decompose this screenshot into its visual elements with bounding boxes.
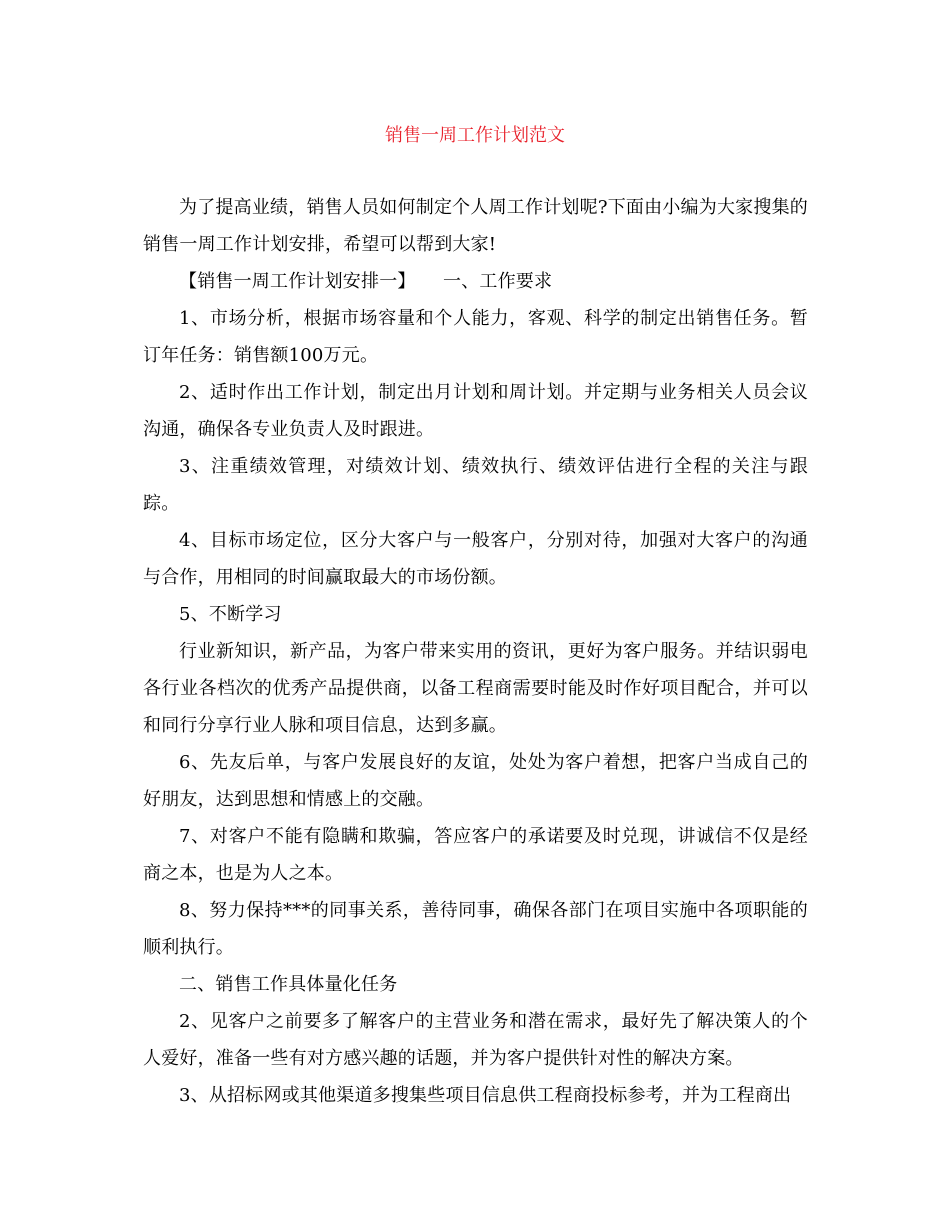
paragraph-item-5-detail: 行业新知识，新产品，为客户带来实用的资讯，更好为客户服务。并结识弱电各行业各档次的优秀产品提供商，以备工程商需要时能及时作好项目配合，并可以和同行分享行业人脉和项目信息，达到多赢。 xyxy=(143,641,808,736)
paragraph-intro: 为了提高业绩，销售人员如何制定个人周工作计划呢?下面由小编为大家搜集的销售一周工作计划安排，希望可以帮到大家! xyxy=(143,197,808,255)
paragraph-section-heading-2: 二、销售工作具体量化任务 xyxy=(179,974,398,995)
paragraph-item-5: 5、不断学习 xyxy=(179,604,282,625)
paragraph-item-8: 8、努力保持***的同事关系，善待同事，确保各部门在项目实施中各项职能的顺利执行。 xyxy=(143,900,808,958)
document-title: 销售一周工作计划范文 xyxy=(385,125,565,146)
paragraph-item-2: 2、适时作出工作计划，制定出月计划和周计划。并定期与业务相关人员会议沟通，确保各专业负责人及时跟进。 xyxy=(143,382,808,440)
paragraph-item-6: 6、先友后单，与客户发展良好的友谊，处处为客户着想，把客户当成自己的好朋友，达到思想和情感上的交融。 xyxy=(143,752,808,810)
paragraph-item-7: 7、对客户不能有隐瞒和欺骗，答应客户的承诺要及时兑现，讲诚信不仅是经商之本，也是为人之本。 xyxy=(143,826,808,884)
paragraph-item-3: 3、注重绩效管理，对绩效计划、绩效执行、绩效评估进行全程的关注与跟踪。 xyxy=(143,456,808,514)
paragraph-task-2: 2、见客户之前要多了解客户的主营业务和潜在需求，最好先了解决策人的个人爱好，准备一些有对方感兴趣的话题，并为客户提供针对性的解决方案。 xyxy=(143,1011,808,1069)
paragraph-item-4: 4、目标市场定位，区分大客户与一般客户，分别对待，加强对大客户的沟通与合作，用相同的时间赢取最大的市场份额。 xyxy=(143,530,808,588)
paragraph-section-heading-1: 【销售一周工作计划安排一】 一、工作要求 xyxy=(179,271,553,292)
paragraph-task-3: 3、从招标网或其他渠道多搜集些项目信息供工程商投标参考，并为工程商出 xyxy=(179,1085,792,1106)
document-body xyxy=(143,189,808,1114)
paragraph-item-1: 1、市场分析，根据市场容量和个人能力，客观、科学的制定出销售任务。暂订年任务：销售额100万元。 xyxy=(143,308,808,366)
